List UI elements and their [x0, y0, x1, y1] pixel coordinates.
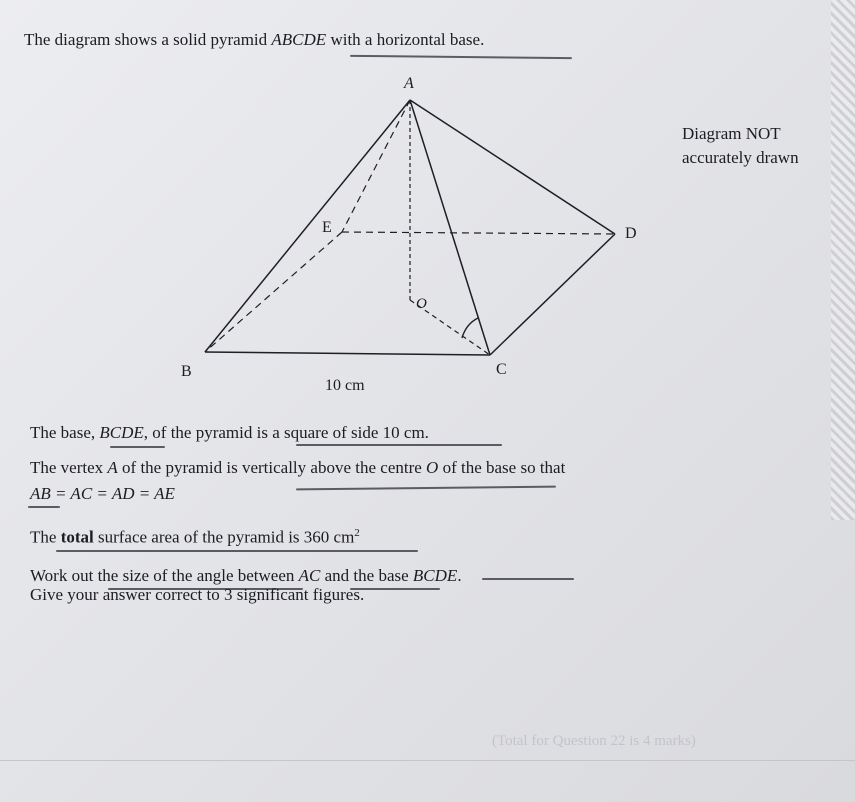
marks-footer: (Total for Question 22 is 4 marks) — [492, 733, 696, 749]
equal-edges-equation: AB = AC = AD = AE — [30, 484, 175, 503]
pen-underline — [110, 446, 165, 448]
vertex-a-label: A — [404, 75, 414, 92]
intro-text: The diagram shows a solid pyramid ABCDE with a horizontal base. — [24, 30, 485, 49]
question-instruction: Work out the size of the angle between AC and the base BCDE. — [30, 566, 462, 585]
vertex-d-label: D — [625, 225, 637, 242]
diagram-note-line1: Diagram NOT — [682, 124, 781, 143]
edge-ed-hidden — [342, 232, 615, 234]
edge-ae-hidden — [342, 100, 410, 232]
edge-cd — [490, 234, 615, 355]
pen-underline — [56, 550, 418, 552]
answer-precision-instruction: Give your answer correct to 3 significant figures. — [30, 585, 365, 604]
bottom-rule — [0, 760, 855, 761]
diagram-note-line2: accurately drawn — [682, 148, 799, 167]
edge-eb-hidden — [205, 232, 342, 352]
angle-arc — [462, 318, 478, 338]
vertex-e-label: E — [322, 219, 332, 236]
edge-bc — [205, 352, 490, 355]
pen-underline — [296, 444, 502, 446]
edge-ad — [410, 100, 615, 234]
statement-vertex: The vertex A of the pyramid is vertically above the centre O of the base so that — [30, 458, 566, 477]
statement-base: The base, BCDE, of the pyramid is a square of side 10 cm. — [30, 423, 429, 442]
centre-o-label: O — [416, 296, 427, 312]
side-length-label: 10 cm — [325, 377, 365, 394]
statement-surface-area: The total surface area of the pyramid is 360 $cm^2$ — [30, 527, 360, 547]
vertex-c-label: C — [496, 361, 507, 378]
pen-underline — [28, 506, 60, 508]
edge-ac — [410, 100, 490, 355]
pen-underline — [296, 486, 556, 491]
pen-underline — [482, 578, 574, 580]
vertex-b-label: B — [181, 363, 192, 380]
edge-ab — [205, 100, 410, 352]
